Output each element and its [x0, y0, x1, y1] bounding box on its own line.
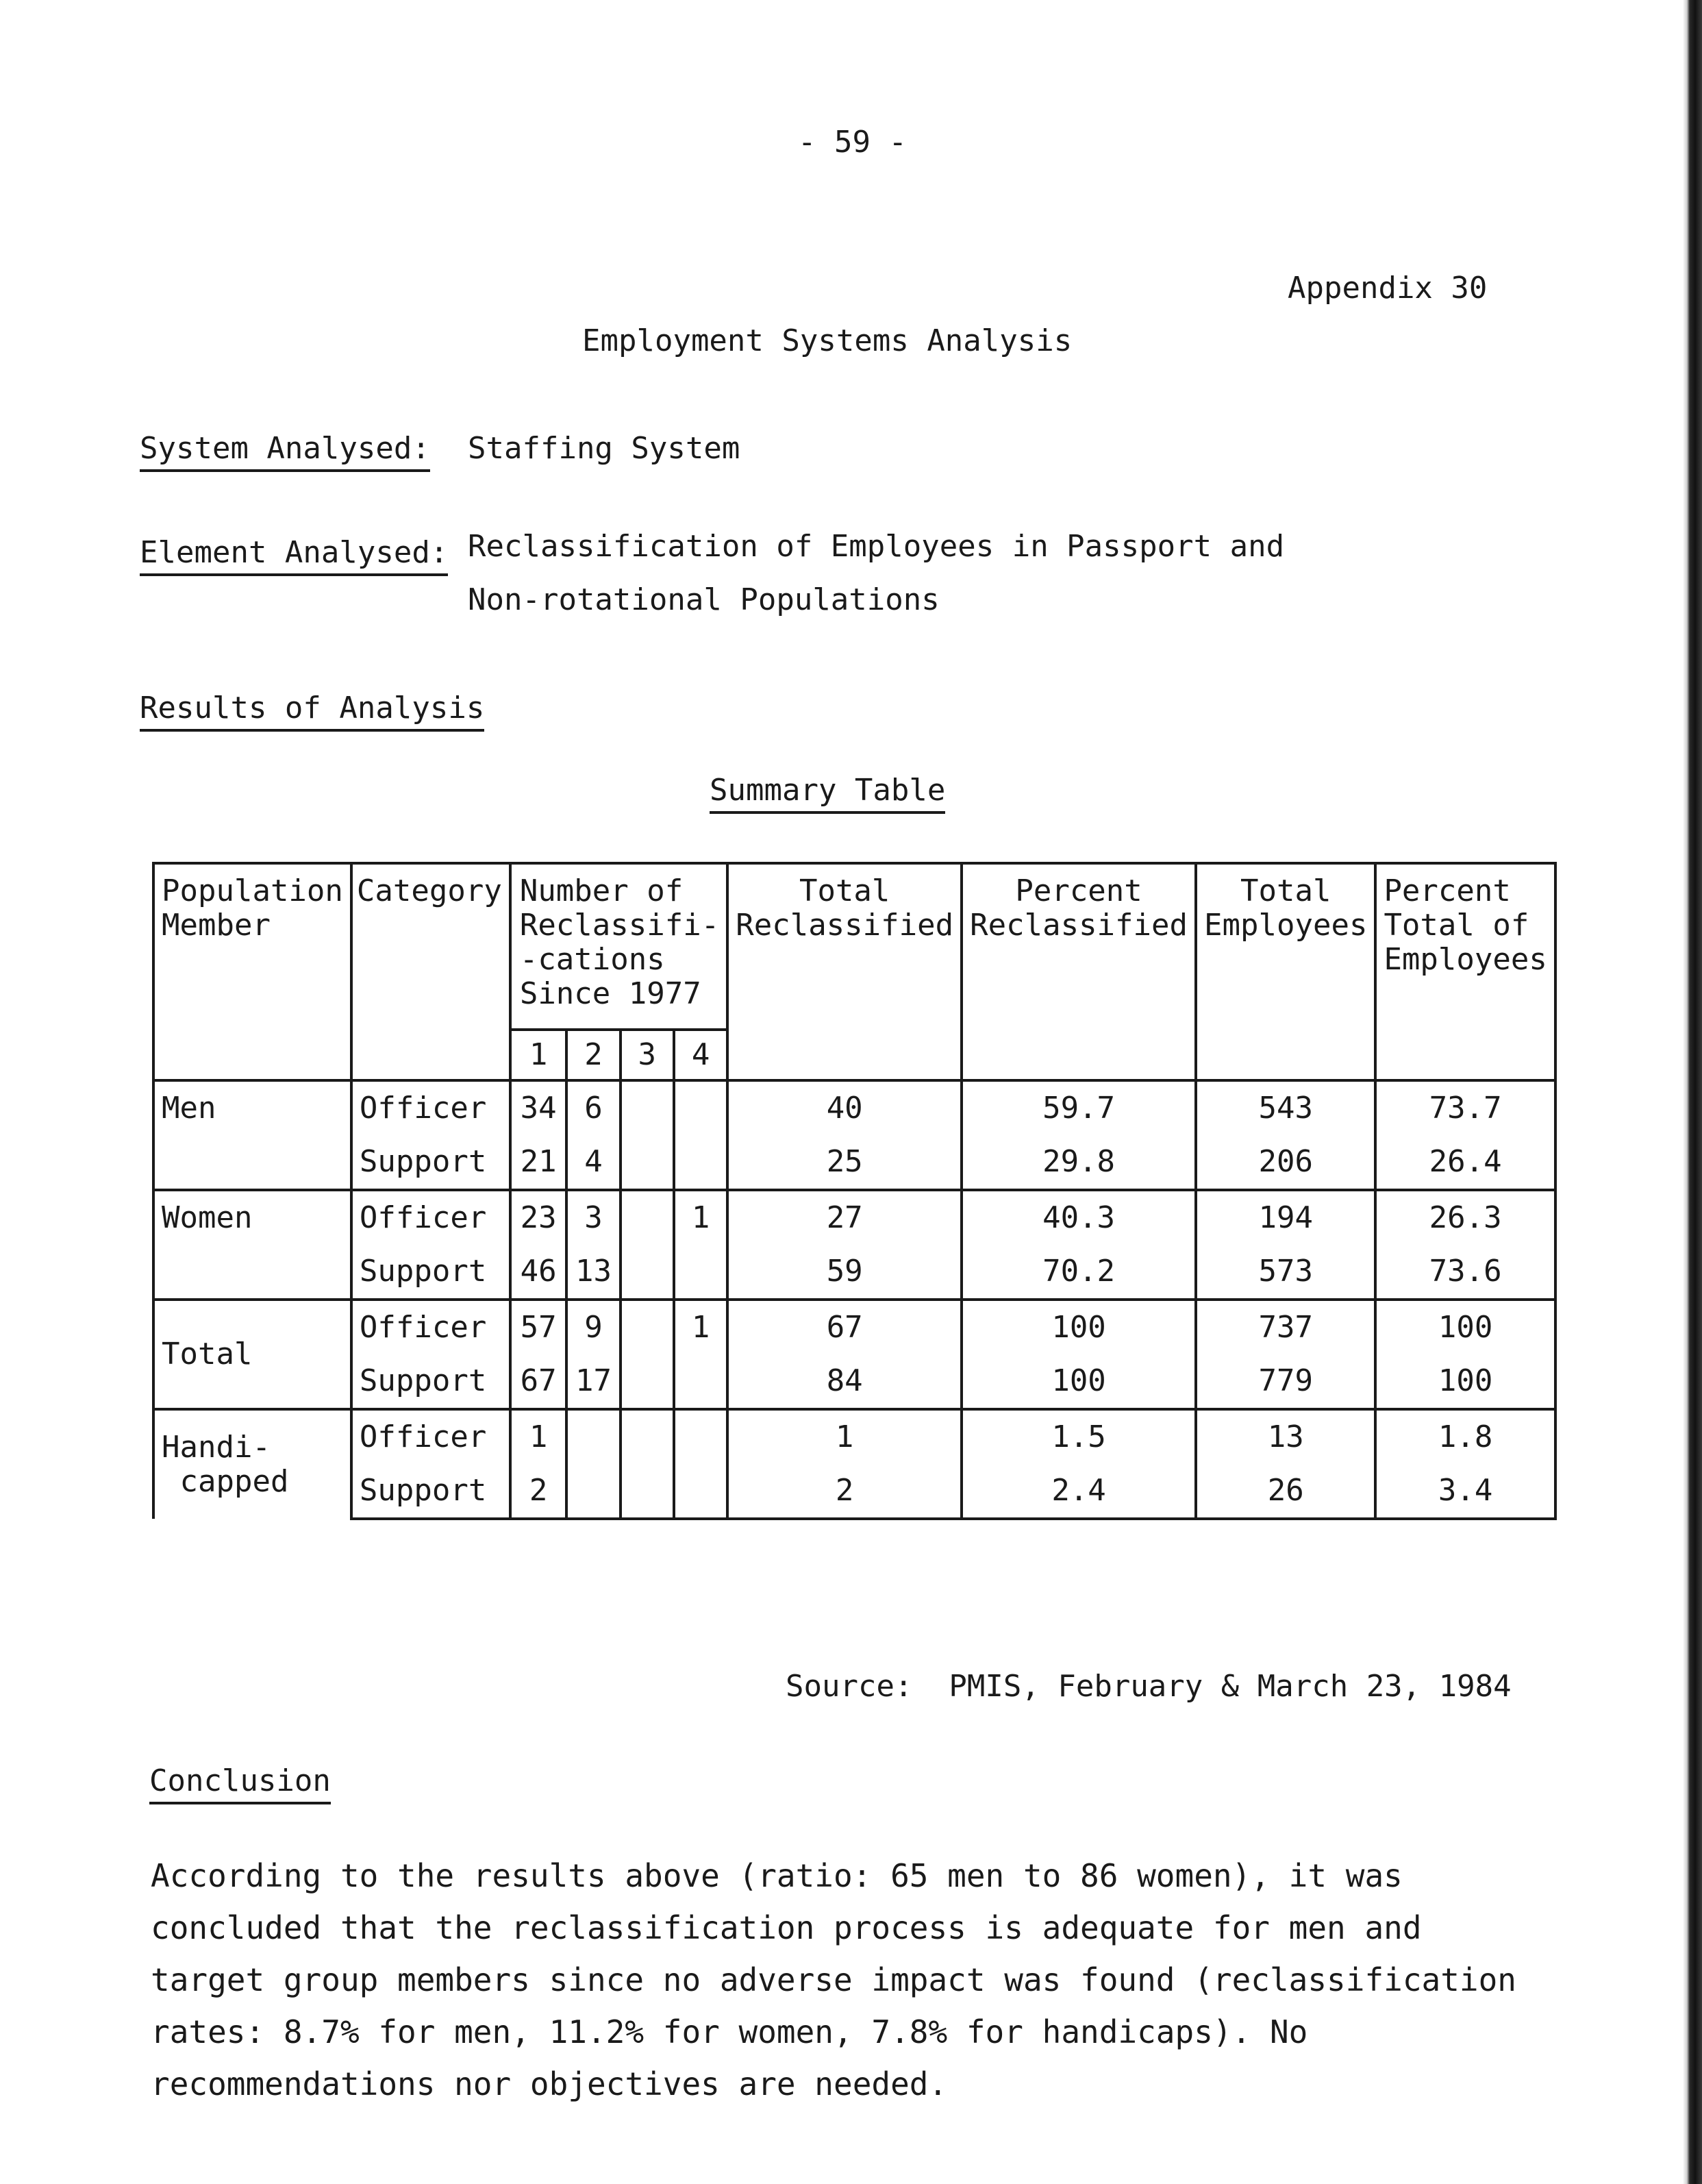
percent-total-cell: 26.3: [1375, 1190, 1555, 1245]
count-2-cell: 13: [566, 1245, 620, 1300]
group-label-total: Total: [153, 1300, 351, 1409]
count-4-cell: [674, 1409, 727, 1464]
count-2-cell: 9: [566, 1300, 620, 1354]
count-1-cell: 34: [510, 1080, 567, 1135]
total-reclassified-cell: 1: [727, 1409, 962, 1464]
count-1-cell: 2: [510, 1464, 567, 1519]
count-1-cell: 1: [510, 1409, 567, 1464]
table-title: Summary Table: [710, 773, 945, 814]
total-employees-cell: 13: [1196, 1409, 1375, 1464]
count-2-cell: [566, 1409, 620, 1464]
percent-total-cell: 26.4: [1375, 1135, 1555, 1190]
category-cell: Officer: [351, 1080, 510, 1135]
percent-total-cell: 73.7: [1375, 1080, 1555, 1135]
document-title: Employment Systems Analysis: [582, 323, 1073, 358]
count-3-cell: [621, 1464, 674, 1519]
percent-total-cell: 3.4: [1375, 1464, 1555, 1519]
count-4-cell: [674, 1245, 727, 1300]
count-1-cell: 67: [510, 1354, 567, 1409]
total-reclassified-cell: 2: [727, 1464, 962, 1519]
group-label-handicapped: Handi- capped: [153, 1409, 351, 1519]
category-cell: Officer: [351, 1409, 510, 1464]
group-label-men: Men: [153, 1080, 351, 1190]
header-total-reclassified: Total Reclassified: [727, 863, 962, 1080]
count-2-cell: [566, 1464, 620, 1519]
count-3-cell: [621, 1354, 674, 1409]
header-percent-total-of-employees: Percent Total of Employees: [1375, 863, 1555, 1080]
category-cell: Officer: [351, 1190, 510, 1245]
count-4-cell: 1: [674, 1190, 727, 1245]
percent-total-cell: 73.6: [1375, 1245, 1555, 1300]
count-3-cell: [621, 1409, 674, 1464]
table-row: [153, 1300, 1555, 1354]
header-population-member: Population Member: [153, 863, 351, 1080]
category-cell: Officer: [351, 1300, 510, 1354]
table-row: [153, 1409, 1555, 1464]
appendix-label: Appendix 30: [1288, 271, 1488, 306]
count-4-cell: [674, 1135, 727, 1190]
percent-reclassified-cell: 100: [962, 1354, 1196, 1409]
total-employees-cell: 737: [1196, 1300, 1375, 1354]
category-cell: Support: [351, 1245, 510, 1300]
total-employees-cell: 194: [1196, 1190, 1375, 1245]
header-total-employees: Total Employees: [1196, 863, 1375, 1080]
total-employees-cell: 779: [1196, 1354, 1375, 1409]
count-3-cell: [621, 1245, 674, 1300]
count-3-cell: [621, 1080, 674, 1135]
subheader-4: 4: [674, 1030, 727, 1080]
percent-reclassified-cell: 70.2: [962, 1245, 1196, 1300]
system-analysed-label: System Analysed:: [140, 431, 430, 472]
total-employees-cell: 206: [1196, 1135, 1375, 1190]
group-label-women: Women: [153, 1190, 351, 1300]
element-analysed-value-line2: Non-rotational Populations: [468, 582, 940, 617]
subheader-3: 3: [621, 1030, 674, 1080]
total-employees-cell: 26: [1196, 1464, 1375, 1519]
table-row: [153, 1080, 1555, 1135]
percent-reclassified-cell: 40.3: [962, 1190, 1196, 1245]
header-number-of-reclassifications: Number of Reclassifi- -cations Since 1977: [510, 863, 727, 1030]
table-row: [153, 1464, 1555, 1519]
results-heading: Results of Analysis: [140, 691, 484, 732]
header-percent-reclassified: Percent Reclassified: [962, 863, 1196, 1080]
element-analysed-value-line1: Reclassification of Employees in Passport and: [468, 529, 1285, 564]
total-reclassified-cell: 84: [727, 1354, 962, 1409]
category-cell: Support: [351, 1354, 510, 1409]
percent-reclassified-cell: 59.7: [962, 1080, 1196, 1135]
count-3-cell: [621, 1135, 674, 1190]
subheader-1: 1: [510, 1030, 567, 1080]
conclusion-paragraph: According to the results above (ratio: 65 men to 86 women), it was concluded that the reclassification process is adequate for men and target group members since no adverse impact was found (reclassification rates: 8.7% for men, 11.2% for women, 7.8% for handicaps). No recommendations nor objectives are needed.: [151, 1857, 1516, 2102]
category-cell: Support: [351, 1135, 510, 1190]
table-row: [153, 1245, 1555, 1300]
count-4-cell: [674, 1080, 727, 1135]
percent-reclassified-cell: 100: [962, 1300, 1196, 1354]
table-row: [153, 1135, 1555, 1190]
count-4-cell: [674, 1354, 727, 1409]
percent-total-cell: 1.8: [1375, 1409, 1555, 1464]
conclusion-heading: Conclusion: [149, 1763, 331, 1804]
total-reclassified-cell: 67: [727, 1300, 962, 1354]
table-source-note: Source: PMIS, February & March 23, 1984: [786, 1669, 1512, 1704]
total-reclassified-cell: 40: [727, 1080, 962, 1135]
count-2-cell: 6: [566, 1080, 620, 1135]
total-reclassified-cell: 27: [727, 1190, 962, 1245]
count-1-cell: 23: [510, 1190, 567, 1245]
page-number: - 59 -: [798, 125, 907, 160]
total-reclassified-cell: 59: [727, 1245, 962, 1300]
count-2-cell: 17: [566, 1354, 620, 1409]
page-edge-shadow: [1683, 0, 1702, 2184]
count-1-cell: 46: [510, 1245, 567, 1300]
table-header-row: [153, 863, 1555, 1030]
count-3-cell: [621, 1300, 674, 1354]
table-row: [153, 1190, 1555, 1245]
count-4-cell: 1: [674, 1300, 727, 1354]
count-2-cell: 4: [566, 1135, 620, 1190]
count-3-cell: [621, 1190, 674, 1245]
total-reclassified-cell: 25: [727, 1135, 962, 1190]
system-analysed-value: Staffing System: [468, 431, 740, 466]
category-cell: Support: [351, 1464, 510, 1519]
percent-reclassified-cell: 29.8: [962, 1135, 1196, 1190]
summary-table: [152, 862, 1557, 1520]
total-employees-cell: 543: [1196, 1080, 1375, 1135]
percent-reclassified-cell: 2.4: [962, 1464, 1196, 1519]
count-4-cell: [674, 1464, 727, 1519]
count-1-cell: 21: [510, 1135, 567, 1190]
table-row: [153, 1354, 1555, 1409]
element-analysed-label: Element Analysed:: [140, 535, 448, 576]
header-category: Category: [351, 863, 510, 1080]
count-1-cell: 57: [510, 1300, 567, 1354]
total-employees-cell: 573: [1196, 1245, 1375, 1300]
percent-reclassified-cell: 1.5: [962, 1409, 1196, 1464]
subheader-2: 2: [566, 1030, 620, 1080]
percent-total-cell: 100: [1375, 1300, 1555, 1354]
count-2-cell: 3: [566, 1190, 620, 1245]
percent-total-cell: 100: [1375, 1354, 1555, 1409]
